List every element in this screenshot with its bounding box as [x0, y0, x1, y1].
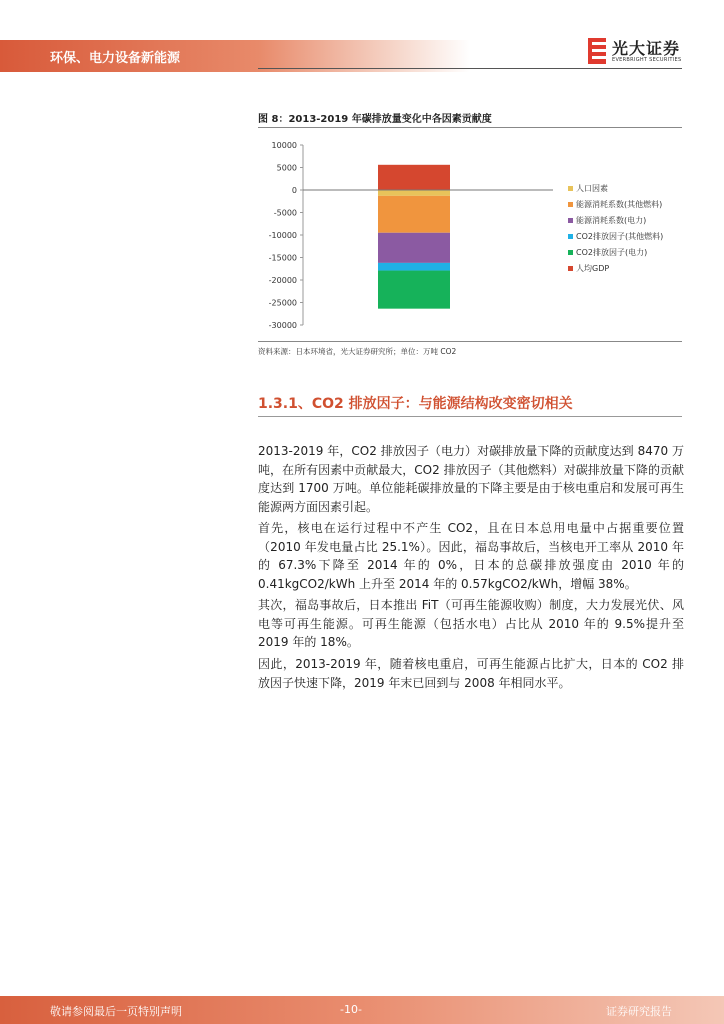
- legend-swatch: [568, 234, 573, 239]
- figure-bottom-rule: [258, 341, 682, 342]
- legend-swatch: [568, 266, 573, 271]
- bar-segment: [378, 190, 450, 196]
- legend-swatch: [568, 250, 573, 255]
- figure-source: 资料来源：日本环境省，光大证券研究所；单位：万吨 CO2: [258, 347, 457, 356]
- y-tick-label: -10000: [268, 231, 297, 240]
- legend-label: 人口因素: [576, 184, 608, 193]
- figure-title: 图 8：2013-2019 年碳排放量变化中各因素贡献度: [258, 114, 492, 125]
- bar-segment: [378, 196, 450, 233]
- logo-text: 光大证券: [612, 39, 681, 58]
- legend-swatch: [568, 218, 573, 223]
- footer-disclaimer-link[interactable]: 敬请参阅最后一页特别声明: [50, 1005, 182, 1018]
- footer-report-type: 证券研究报告: [606, 1005, 672, 1018]
- paragraph-2: 首先，核电在运行过程中不产生 CO2，且在日本总用电量中占据重要位置（2010 年发电量占比 25.1%）。因此，福岛事故后，当核电开工率从 2010 年的 67.3%下降至 2014 年的 0%，日本的总碳排放强度由 2010 年的 0.41kgCO2/kWh 上升至 2014 年的 0.57kgCO2/kWh，增幅 38%。: [258, 521, 684, 591]
- paragraph-3: 其次，福岛事故后，日本推出 FiT（可再生能源收购）制度，大力发展光伏、风电等可再生能源。可再生能源（包括水电）占比从 2010 年的 9.5%提升至 2019 年的 18%。: [258, 598, 684, 649]
- everbright-logo-icon: [588, 38, 606, 64]
- y-tick-label: -15000: [268, 253, 297, 263]
- logo-subtext: EVERBRIGHT SECURITIES: [612, 57, 682, 63]
- paragraph-4: 因此，2013-2019 年，随着核电重启，可再生能源占比扩大，日本的 CO2 排放因子快速下降，2019 年末已回到与 2008 年相同水平。: [258, 657, 684, 690]
- legend-label: 人均GDP: [576, 264, 610, 273]
- bar-segment: [378, 271, 450, 309]
- y-tick-label: 5000: [276, 163, 297, 173]
- y-tick-label: 10000: [271, 141, 297, 150]
- y-tick-label: 0: [291, 186, 297, 195]
- header-section-title: 环保、电力设备新能源: [50, 51, 181, 66]
- contribution-chart: [258, 130, 682, 340]
- figure-top-rule: [258, 127, 682, 128]
- bar-segment: [378, 165, 450, 190]
- legend-label: 能源消耗系数(其他燃料): [576, 200, 663, 209]
- legend-label: 能源消耗系数(电力): [576, 216, 647, 225]
- y-tick-label: -5000: [273, 208, 297, 218]
- y-tick-label: -30000: [268, 321, 297, 330]
- bar-segment: [378, 263, 450, 271]
- bar-segment: [378, 233, 450, 263]
- y-tick-label: -25000: [268, 298, 297, 308]
- legend-label: CO2排放因子(其他燃料): [576, 232, 664, 241]
- legend-label: CO2排放因子(电力): [576, 248, 648, 257]
- legend-swatch: [568, 186, 573, 191]
- page-number: -10-: [340, 1003, 362, 1016]
- section-rule: [258, 416, 682, 417]
- header-rule: [258, 68, 682, 69]
- paragraph-1: 2013-2019 年，CO2 排放因子（电力）对碳排放量下降的贡献度达到 8470 万吨，在所有因素中贡献最大，CO2 排放因子（其他燃料）对碳排放量下降的贡献度达到 1700 万吨。单位能耗碳排放量的下降主要是由于核电重启和发展可再生能源两方面因素引起。: [258, 444, 684, 514]
- legend-swatch: [568, 202, 573, 207]
- y-tick-label: -20000: [268, 276, 297, 285]
- section-heading: 1.3.1、CO2 排放因子：与能源结构改变密切相关: [258, 396, 573, 412]
